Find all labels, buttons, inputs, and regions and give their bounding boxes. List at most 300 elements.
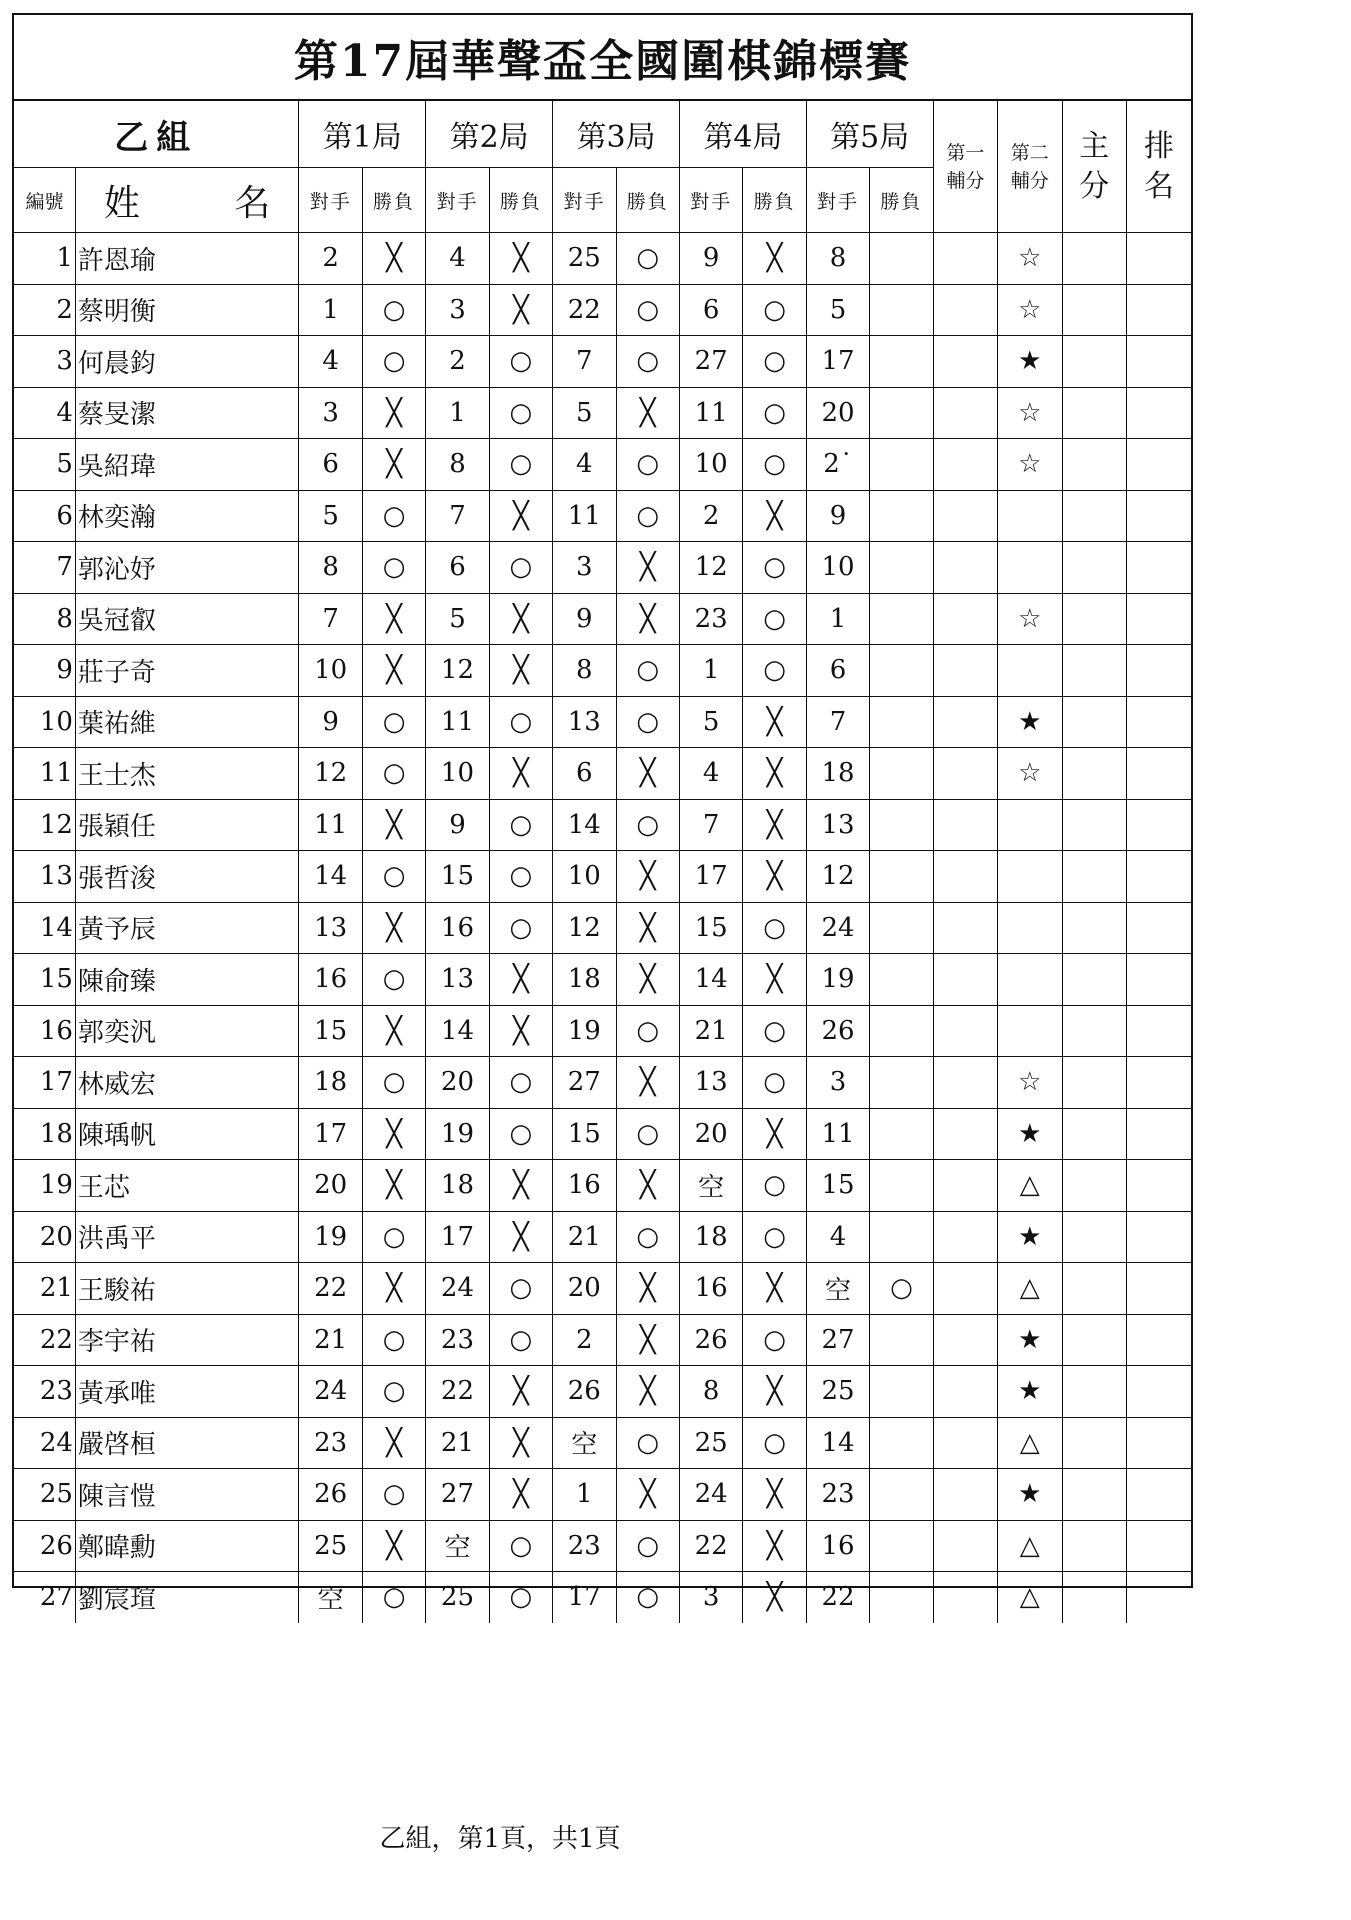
result-cell: ╳ (489, 954, 552, 1006)
opponent-cell: 9 (299, 696, 362, 748)
aux-score-2-cell: △ (998, 1417, 1062, 1469)
result-cell: ○ (362, 954, 425, 1006)
result-cell: ○ (616, 1211, 679, 1263)
result-cell: ╳ (362, 1263, 425, 1315)
opponent-cell: 23 (299, 1417, 362, 1469)
opponent-cell: 1 (806, 593, 869, 645)
rank-cell (1126, 593, 1191, 645)
player-name: 黃予辰 (75, 902, 299, 954)
opponent-cell: 15 (299, 1005, 362, 1057)
player-name: 張哲浚 (75, 851, 299, 903)
round-2-header: 第2局 (426, 101, 553, 168)
opponent-cell: 9 (806, 490, 869, 542)
opponent-cell: 17 (806, 336, 869, 388)
result-header: 勝負 (489, 168, 552, 233)
rank-cell (1126, 1160, 1191, 1212)
player-name: 王士杰 (75, 748, 299, 800)
result-header: 勝負 (362, 168, 425, 233)
opponent-cell: 18 (553, 954, 616, 1006)
aux-score-2-header: 第二 輔分 (998, 101, 1062, 233)
opponent-cell: 11 (806, 1108, 869, 1160)
opponent-cell: 26 (679, 1314, 742, 1366)
aux-score-2-cell: △ (998, 1520, 1062, 1572)
player-number: 14 (14, 902, 75, 954)
opponent-cell: 22 (806, 1572, 869, 1623)
result-cell: ○ (362, 542, 425, 594)
main-score-header: 主 分 (1062, 101, 1126, 233)
result-cell (870, 902, 933, 954)
player-name: 林奕瀚 (75, 490, 299, 542)
table-row (14, 748, 1191, 800)
player-name: 郭奕汎 (75, 1005, 299, 1057)
opponent-cell: 6 (806, 645, 869, 697)
opponent-cell: 4 (426, 233, 489, 285)
opponent-cell: 19 (426, 1108, 489, 1160)
opponent-cell: 16 (299, 954, 362, 1006)
player-name: 許恩瑜 (75, 233, 299, 285)
player-number: 19 (14, 1160, 75, 1212)
main-score-cell (1062, 1005, 1126, 1057)
opponent-cell: 25 (426, 1572, 489, 1623)
opponent-cell: 26 (299, 1469, 362, 1521)
aux-score-1-cell (933, 490, 997, 542)
result-cell: ○ (870, 1263, 933, 1315)
round-4-header: 第4局 (679, 101, 806, 168)
player-number: 8 (14, 593, 75, 645)
aux-score-2-cell: ☆ (998, 233, 1062, 285)
result-cell (870, 851, 933, 903)
opponent-cell: 14 (679, 954, 742, 1006)
opponent-cell: 23 (806, 1469, 869, 1521)
result-cell: ○ (362, 696, 425, 748)
rank-cell (1126, 1057, 1191, 1109)
opponent-cell: 12 (299, 748, 362, 800)
opponent-cell: 20 (806, 387, 869, 439)
result-cell: ╳ (616, 851, 679, 903)
opponent-cell: 3 (299, 387, 362, 439)
opponent-cell: 20 (426, 1057, 489, 1109)
opponent-cell: 25 (679, 1417, 742, 1469)
result-cell: ○ (743, 336, 806, 388)
result-cell (870, 1520, 933, 1572)
round-3-header: 第3局 (553, 101, 680, 168)
result-header: 勝負 (743, 168, 806, 233)
table-row (14, 1160, 1191, 1212)
opponent-cell: 1 (299, 284, 362, 336)
opponent-cell: 9 (553, 593, 616, 645)
opponent-cell: 15 (426, 851, 489, 903)
round-1-header: 第1局 (299, 101, 426, 168)
opponent-cell: 24 (299, 1366, 362, 1418)
opponent-cell: 22 (553, 284, 616, 336)
result-cell (870, 696, 933, 748)
rank-cell (1126, 696, 1191, 748)
result-cell: ╳ (489, 233, 552, 285)
result-cell (870, 593, 933, 645)
result-cell (870, 1417, 933, 1469)
result-cell: ╳ (616, 1160, 679, 1212)
aux-score-1-cell (933, 1005, 997, 1057)
opponent-cell: 20 (553, 1263, 616, 1315)
result-cell: ○ (362, 748, 425, 800)
page-title: 第17屆華聲盃全國圍棋錦標賽 (14, 15, 1191, 101)
opponent-cell: 2 (426, 336, 489, 388)
result-cell: ╳ (489, 1211, 552, 1263)
player-name: 陳俞臻 (75, 954, 299, 1006)
result-cell (870, 799, 933, 851)
result-cell: ╳ (743, 1263, 806, 1315)
player-number: 12 (14, 799, 75, 851)
opponent-cell: 26 (806, 1005, 869, 1057)
rank-cell (1126, 1572, 1191, 1623)
player-number: 27 (14, 1572, 75, 1623)
player-number: 6 (14, 490, 75, 542)
result-cell (870, 1211, 933, 1263)
player-name: 張穎任 (75, 799, 299, 851)
player-name: 蔡旻潔 (75, 387, 299, 439)
result-cell: ╳ (362, 1005, 425, 1057)
result-cell: ╳ (743, 696, 806, 748)
main-score-cell (1062, 851, 1126, 903)
result-cell (870, 1160, 933, 1212)
opponent-cell: 16 (806, 1520, 869, 1572)
opponent-cell: 16 (679, 1263, 742, 1315)
result-cell: ○ (743, 387, 806, 439)
opponent-cell: 10 (806, 542, 869, 594)
table-row (14, 387, 1191, 439)
opponent-cell: 空 (679, 1160, 742, 1212)
result-cell: ○ (362, 1211, 425, 1263)
player-number: 16 (14, 1005, 75, 1057)
player-number: 11 (14, 748, 75, 800)
result-cell: ╳ (616, 1366, 679, 1418)
opponent-cell: 12 (426, 645, 489, 697)
opponent-cell: 13 (806, 799, 869, 851)
player-number: 10 (14, 696, 75, 748)
aux-score-1-cell (933, 902, 997, 954)
opponent-header: 對手 (553, 168, 616, 233)
opponent-cell: 21 (679, 1005, 742, 1057)
table-row (14, 593, 1191, 645)
main-score-cell (1062, 1572, 1126, 1623)
aux-score-1-cell (933, 439, 997, 491)
opponent-cell: 13 (679, 1057, 742, 1109)
aux-score-1-cell (933, 851, 997, 903)
opponent-cell: 17 (679, 851, 742, 903)
aux-score-1-cell (933, 593, 997, 645)
main-score-cell (1062, 748, 1126, 800)
main-score-cell (1062, 1211, 1126, 1263)
result-cell: ╳ (743, 954, 806, 1006)
result-cell: ○ (616, 645, 679, 697)
opponent-header: 對手 (299, 168, 362, 233)
result-cell: ○ (616, 490, 679, 542)
opponent-cell: 21 (299, 1314, 362, 1366)
result-cell: ○ (489, 1572, 552, 1623)
player-name: 王駿祐 (75, 1263, 299, 1315)
result-cell: ○ (743, 439, 806, 491)
opponent-cell: 5 (806, 284, 869, 336)
result-cell: ╳ (362, 1520, 425, 1572)
result-cell: ╳ (616, 593, 679, 645)
player-number: 9 (14, 645, 75, 697)
player-name: 陳言愷 (75, 1469, 299, 1521)
player-name: 葉祐維 (75, 696, 299, 748)
page-footer: 乙組，第1頁，共1頁 (379, 1824, 621, 1854)
rank-cell (1126, 799, 1191, 851)
opponent-cell: 15 (806, 1160, 869, 1212)
rank-cell (1126, 1005, 1191, 1057)
result-cell: ╳ (616, 954, 679, 1006)
result-cell (870, 1314, 933, 1366)
opponent-cell: 1 (553, 1469, 616, 1521)
player-number: 23 (14, 1366, 75, 1418)
opponent-cell: 14 (426, 1005, 489, 1057)
aux-score-1-cell (933, 1520, 997, 1572)
rank-header: 排 名 (1126, 101, 1191, 233)
opponent-cell: 25 (553, 233, 616, 285)
aux-score-1-cell (933, 1366, 997, 1418)
opponent-cell: 22 (299, 1263, 362, 1315)
aux-score-1-cell (933, 542, 997, 594)
result-cell (870, 387, 933, 439)
opponent-cell: 7 (679, 799, 742, 851)
opponent-cell: 12 (553, 902, 616, 954)
opponent-cell: 9 (679, 233, 742, 285)
opponent-cell: 27 (806, 1314, 869, 1366)
result-cell: ○ (616, 1417, 679, 1469)
opponent-cell: 24 (806, 902, 869, 954)
result-cell: ╳ (489, 645, 552, 697)
aux-score-2-cell: ☆ (998, 387, 1062, 439)
opponent-cell: 1 (679, 645, 742, 697)
result-cell (870, 1572, 933, 1623)
result-cell: ○ (362, 284, 425, 336)
table-row (14, 439, 1191, 491)
player-name: 劉宸瑄 (75, 1572, 299, 1623)
result-cell: ╳ (743, 799, 806, 851)
opponent-cell: 11 (426, 696, 489, 748)
opponent-cell: 9 (426, 799, 489, 851)
main-score-cell (1062, 336, 1126, 388)
opponent-cell: 8 (679, 1366, 742, 1418)
result-cell: ╳ (362, 1108, 425, 1160)
player-number: 17 (14, 1057, 75, 1109)
aux-score-1-cell (933, 696, 997, 748)
result-cell: ○ (743, 1417, 806, 1469)
opponent-cell: 15 (679, 902, 742, 954)
result-cell (870, 1366, 933, 1418)
result-cell: ○ (362, 1366, 425, 1418)
player-name: 莊子奇 (75, 645, 299, 697)
aux-score-1-cell (933, 1572, 997, 1623)
result-cell (870, 645, 933, 697)
aux-score-2-cell (998, 902, 1062, 954)
opponent-cell: 26 (553, 1366, 616, 1418)
result-cell: ╳ (743, 748, 806, 800)
main-score-cell (1062, 284, 1126, 336)
result-cell: ╳ (489, 1005, 552, 1057)
main-score-cell (1062, 1057, 1126, 1109)
opponent-cell: 11 (679, 387, 742, 439)
result-cell: ╳ (489, 490, 552, 542)
main-score-cell (1062, 902, 1126, 954)
opponent-cell: 5 (553, 387, 616, 439)
player-name: 王芯 (75, 1160, 299, 1212)
opponent-cell: 10 (426, 748, 489, 800)
table-row (14, 336, 1191, 388)
opponent-cell: 2 (299, 233, 362, 285)
opponent-cell: 11 (299, 799, 362, 851)
result-cell: ○ (489, 696, 552, 748)
result-cell (870, 233, 933, 285)
opponent-cell: 22 (679, 1520, 742, 1572)
opponent-cell: 27 (679, 336, 742, 388)
opponent-cell: 12 (679, 542, 742, 594)
rank-cell (1126, 439, 1191, 491)
player-number: 18 (14, 1108, 75, 1160)
opponent-cell: 8 (426, 439, 489, 491)
result-cell: ○ (362, 1572, 425, 1623)
opponent-cell: 4 (679, 748, 742, 800)
opponent-cell: 2 (679, 490, 742, 542)
result-cell: ○ (743, 645, 806, 697)
table-row (14, 284, 1191, 336)
aux-score-2-cell: △ (998, 1572, 1062, 1623)
player-name: 鄭暐勳 (75, 1520, 299, 1572)
main-score-cell (1062, 593, 1126, 645)
opponent-cell: 15 (553, 1108, 616, 1160)
opponent-cell: 24 (426, 1263, 489, 1315)
result-cell: ○ (489, 1520, 552, 1572)
aux-score-1-cell (933, 284, 997, 336)
opponent-cell: 18 (806, 748, 869, 800)
result-cell: ○ (616, 439, 679, 491)
rank-cell (1126, 542, 1191, 594)
result-cell: ○ (743, 593, 806, 645)
opponent-cell: 19 (806, 954, 869, 1006)
main-score-cell (1062, 1520, 1126, 1572)
opponent-cell: 6 (553, 748, 616, 800)
result-cell: ╳ (489, 593, 552, 645)
aux-score-2-cell: ★ (998, 1366, 1062, 1418)
rank-cell (1126, 851, 1191, 903)
result-cell: ╳ (362, 1160, 425, 1212)
score-sheet (12, 13, 1193, 1615)
player-number: 15 (14, 954, 75, 1006)
player-name: 嚴啓桓 (75, 1417, 299, 1469)
table-row (14, 490, 1191, 542)
opponent-cell: 13 (426, 954, 489, 1006)
result-cell: ╳ (362, 593, 425, 645)
result-cell: ○ (616, 284, 679, 336)
table-row (14, 799, 1191, 851)
rank-cell (1126, 284, 1191, 336)
opponent-cell: 3 (426, 284, 489, 336)
result-header: 勝負 (870, 168, 933, 233)
aux-score-2-cell: ☆ (998, 439, 1062, 491)
main-score-cell (1062, 645, 1126, 697)
table-row (14, 902, 1191, 954)
aux-score-2-cell: ☆ (998, 593, 1062, 645)
opponent-cell: 7 (553, 336, 616, 388)
table-row (14, 1520, 1191, 1572)
result-cell: ○ (616, 1108, 679, 1160)
aux-score-2-cell (998, 954, 1062, 1006)
result-cell: ○ (489, 439, 552, 491)
main-score-cell (1062, 1108, 1126, 1160)
table-row (14, 1366, 1191, 1418)
opponent-cell: 11 (553, 490, 616, 542)
result-cell: ╳ (743, 1572, 806, 1623)
opponent-cell: 14 (553, 799, 616, 851)
aux-score-1-cell (933, 799, 997, 851)
player-number: 21 (14, 1263, 75, 1315)
opponent-cell: 23 (553, 1520, 616, 1572)
opponent-cell: 17 (426, 1211, 489, 1263)
group-label: 乙組 (14, 101, 299, 168)
opponent-cell: 2˙ (806, 439, 869, 491)
opponent-cell: 8 (806, 233, 869, 285)
result-cell: ○ (489, 542, 552, 594)
opponent-cell: 16 (426, 902, 489, 954)
opponent-cell: 27 (553, 1057, 616, 1109)
table-row (14, 696, 1191, 748)
result-cell (870, 284, 933, 336)
opponent-cell: 4 (553, 439, 616, 491)
player-name: 陳瑀帆 (75, 1108, 299, 1160)
opponent-cell: 8 (299, 542, 362, 594)
opponent-cell: 7 (299, 593, 362, 645)
result-cell: ○ (616, 1572, 679, 1623)
result-cell: ○ (743, 1211, 806, 1263)
rank-cell (1126, 336, 1191, 388)
opponent-cell: 2 (553, 1314, 616, 1366)
aux-score-1-header: 第一 輔分 (933, 101, 997, 233)
result-cell: ╳ (616, 1469, 679, 1521)
opponent-cell: 21 (553, 1211, 616, 1263)
table-row (14, 1572, 1191, 1623)
aux-score-1-cell (933, 1469, 997, 1521)
opponent-cell: 7 (426, 490, 489, 542)
round-5-header: 第5局 (806, 101, 933, 168)
rank-cell (1126, 1469, 1191, 1521)
opponent-header: 對手 (679, 168, 742, 233)
result-header: 勝負 (616, 168, 679, 233)
table-row (14, 1005, 1191, 1057)
player-name: 吳紹瑋 (75, 439, 299, 491)
rank-cell (1126, 1520, 1191, 1572)
opponent-cell: 20 (299, 1160, 362, 1212)
aux-score-2-cell: △ (998, 1263, 1062, 1315)
rank-cell (1126, 387, 1191, 439)
opponent-cell: 5 (299, 490, 362, 542)
result-cell: ○ (362, 1057, 425, 1109)
table-row (14, 1314, 1191, 1366)
player-name: 黃承唯 (75, 1366, 299, 1418)
aux-score-1-cell (933, 1211, 997, 1263)
opponent-cell: 18 (426, 1160, 489, 1212)
rank-cell (1126, 1263, 1191, 1315)
table-row (14, 954, 1191, 1006)
result-cell: ○ (616, 233, 679, 285)
result-cell: ╳ (362, 645, 425, 697)
player-number: 1 (14, 233, 75, 285)
player-number: 3 (14, 336, 75, 388)
opponent-cell: 8 (553, 645, 616, 697)
player-number: 7 (14, 542, 75, 594)
result-cell: ○ (743, 542, 806, 594)
